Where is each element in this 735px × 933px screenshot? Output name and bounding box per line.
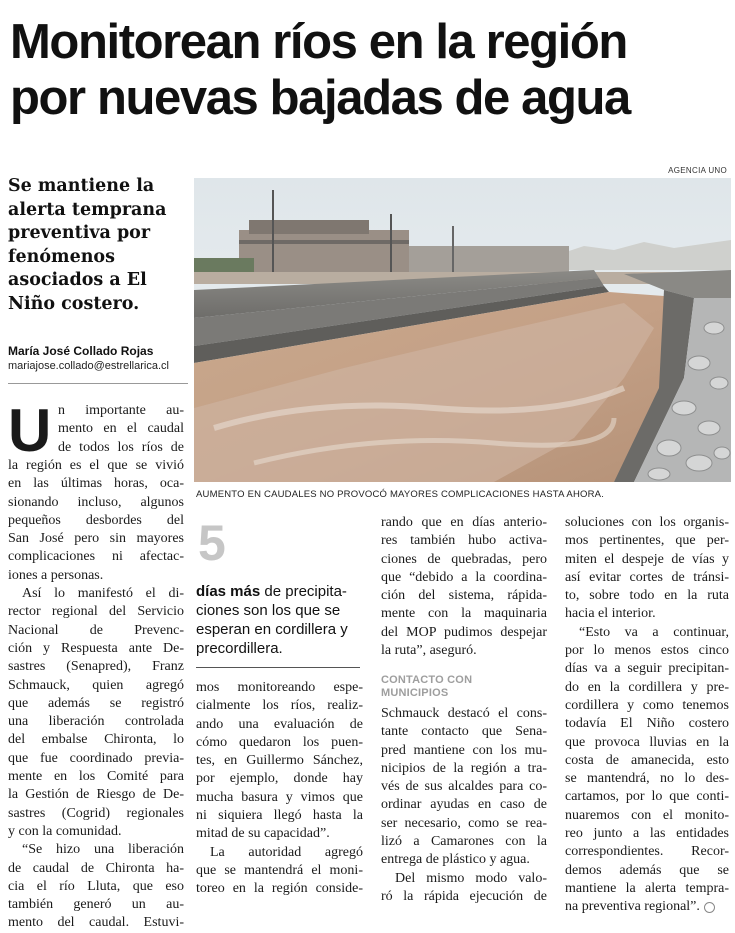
text-line: n importante au- — [58, 403, 184, 418]
column-3-top — [381, 514, 547, 660]
headline-line-1: Monitorean ríos en la región — [10, 15, 627, 69]
pull-quote-text — [196, 582, 362, 658]
text-line: tante contacto que Sena- — [381, 724, 547, 740]
text-line: costa de amanecida, esto — [565, 752, 729, 768]
text-line: to, sobre todo en la ruta — [565, 588, 729, 604]
pull-quote-divider — [196, 667, 360, 668]
text-line: mos monitoreando espe- — [196, 680, 363, 695]
text-line: por lo menos estos cinco — [565, 643, 729, 659]
column-4 — [565, 514, 729, 917]
text-line: hacia el interior. — [565, 606, 656, 622]
pull-quote-line: esperan en cordillera y — [196, 621, 348, 638]
subhead-line: preventiva por — [8, 223, 151, 243]
text-line: sastres (Senapred), Franz — [8, 659, 184, 675]
section-heading — [381, 674, 472, 700]
headline-line-2: por nuevas bajadas de agua — [10, 71, 630, 125]
text-line: se mantendrá, no lo des- — [565, 771, 729, 787]
author-email: mariajose.collado@estrellarica.cl — [8, 360, 169, 372]
text-line-end: na preventiva regional”. — [565, 899, 700, 915]
text-line: en las últimas horas, oca- — [8, 476, 184, 492]
text-line: días va a seguir precipitan- — [565, 661, 729, 677]
text-line: La autoridad agregó — [210, 844, 363, 860]
author-name: María José Collado Rojas — [8, 344, 154, 358]
text-line: correspondientes. Recor- — [565, 844, 729, 860]
text-line: soluciones con los organis- — [565, 515, 729, 530]
pull-quote-line — [196, 582, 362, 601]
text-line: toreo en la región conside- — [196, 881, 363, 897]
text-line: ordinar ayudas en caso de — [381, 797, 547, 813]
text-line: cia el río Lluta, que eso — [8, 878, 184, 894]
text-line: mente en los Comité para — [8, 769, 184, 785]
section-heading-line: CONTACTO CON — [381, 674, 473, 686]
text-line: Así lo manifestó el di- — [22, 586, 184, 602]
text-line: rando que en días anterio- — [381, 515, 547, 530]
text-line: do en la cordillera y pre- — [565, 679, 729, 695]
byline — [8, 344, 188, 372]
text-line: ni siquiera llegó hasta la — [196, 808, 363, 824]
text-line: mento en el caudal — [58, 421, 184, 437]
text-line: ser necesario, como se rea- — [381, 815, 547, 831]
text-line: mento del caudal. Estuvi- — [8, 915, 184, 931]
text-line: miten el despeje de vías y — [565, 551, 729, 567]
pull-quote-line: precordillera. — [196, 640, 283, 657]
text-line: y con la comunidad. — [8, 823, 122, 839]
text-line: una liberación controlada — [8, 714, 184, 730]
text-line: nicipios de la región a tra- — [381, 760, 547, 776]
text-line: de caudal de Chironta ha- — [8, 860, 184, 876]
text-line: mantiene la alerta tempra- — [565, 880, 729, 896]
text-line: Schmauck destacó el cons- — [381, 706, 547, 721]
text-line — [565, 898, 729, 916]
column-1-top — [58, 402, 184, 457]
text-line: todavía El Niño costero — [565, 716, 729, 732]
text-line: del MOP pudimos despejar — [381, 624, 547, 640]
text-line: “Esto va a continuar, — [579, 624, 729, 640]
text-line: rector regional del Servicio — [8, 604, 184, 620]
text-line: sionando incluso, algunos — [8, 494, 184, 510]
photo-caption: AUMENTO EN CAUDALES NO PROVOCÓ MAYORES COMPLICACIONES HASTA AHORA. — [196, 489, 605, 500]
text-line: demos además que se — [565, 862, 729, 878]
section-heading-line: MUNICIPIOS — [381, 687, 449, 699]
text-line: sastres (Cogrid) regionales — [8, 805, 184, 821]
pull-quote-line: ciones son los que se — [196, 602, 341, 619]
text-line: Nacional de Prevenc- — [8, 622, 184, 638]
end-of-article-icon — [704, 902, 715, 913]
subhead-line: Niño costero. — [8, 293, 140, 314]
text-line: ró la rápida ejecución de — [381, 888, 547, 904]
column-2 — [196, 679, 363, 899]
pull-quote-line-rest: de precipita- — [260, 583, 347, 600]
text-line: vés de sus alcaldes para co- — [381, 779, 547, 795]
text-line: “Se hizo una liberación — [22, 842, 184, 858]
text-line: mitad de su capacidad”. — [196, 826, 330, 842]
text-line: Del mismo modo valo- — [395, 870, 547, 886]
subhead-line: alerta temprana — [8, 199, 167, 220]
text-line: San José pero sin mayores — [8, 531, 184, 547]
text-line: la región es el que se vivió — [8, 458, 184, 473]
pull-quote — [196, 515, 362, 658]
text-line: mos pertinentes, que per- — [565, 533, 729, 549]
text-line: tes, en Guillermo Sánchez, — [196, 753, 363, 769]
text-line: por ejemplo, donde hay — [196, 771, 363, 787]
text-line: mente con la maquinaria — [381, 606, 547, 622]
pull-quote-bold: días más — [196, 583, 261, 600]
text-line: res también hubo activa- — [381, 533, 547, 549]
subhead-line: asociados a El — [8, 270, 147, 290]
text-line: iones a personas. — [8, 567, 104, 583]
text-line: cordillera y como tenemos — [565, 697, 729, 713]
text-line: nuaremos con el monito- — [565, 807, 729, 823]
text-line: cómo quedaron los puen- — [196, 734, 363, 750]
text-line: complicaciones ni afectac- — [8, 549, 184, 565]
headline — [10, 14, 730, 126]
photo-credit: AGENCIA UNO — [668, 166, 727, 175]
text-line: mucha basura y vimos que — [196, 789, 363, 805]
subhead-line: Se mantiene la — [8, 176, 155, 196]
divider — [8, 383, 188, 384]
column-3-bottom — [381, 705, 547, 906]
text-line: del embalse Chironta, lo — [8, 732, 184, 748]
text-line: ando una evaluación de — [196, 716, 363, 732]
drop-cap: U — [8, 397, 52, 464]
news-photo — [194, 178, 731, 482]
text-line: que provoca lluvias en la — [565, 734, 729, 750]
text-line: de todos los ríos de — [58, 439, 184, 455]
subhead — [8, 175, 188, 316]
text-line: entrega de plástico y agua. — [381, 852, 530, 868]
column-1 — [8, 457, 184, 933]
text-line: ción del sistema, rápida- — [381, 588, 547, 604]
text-line: ciones de quebradas, pero — [381, 551, 547, 567]
text-line: que además se registró — [8, 695, 184, 711]
text-line: Schmauck, quien agregó — [8, 677, 184, 693]
text-line: que “debido a la coordina- — [381, 569, 547, 585]
text-line: la Gestión de Riesgo de De- — [8, 787, 184, 803]
text-line: así evitar cortes de tránsi- — [565, 569, 729, 585]
text-line: ción y Respuesta ante De- — [8, 640, 184, 656]
text-line: cialmente los ríos, realiz- — [196, 698, 363, 714]
subhead-line: fenómenos — [8, 246, 115, 267]
pull-quote-number: 5 — [198, 515, 226, 571]
text-line: que fue coordinado previa- — [8, 750, 184, 766]
text-line: la ruta”, aseguró. — [381, 643, 477, 659]
text-line: pred mantiene con los mu- — [381, 742, 547, 758]
text-line: reo junto a las entidades — [565, 826, 729, 842]
text-line: pequeños desbordes del — [8, 512, 184, 528]
text-line: lizó a Camarones con la — [381, 834, 547, 850]
text-line: también generó un au- — [8, 897, 184, 913]
text-line: cartamos, por lo que conti- — [565, 789, 729, 805]
text-line: que se mantendrá el moni- — [196, 862, 363, 878]
